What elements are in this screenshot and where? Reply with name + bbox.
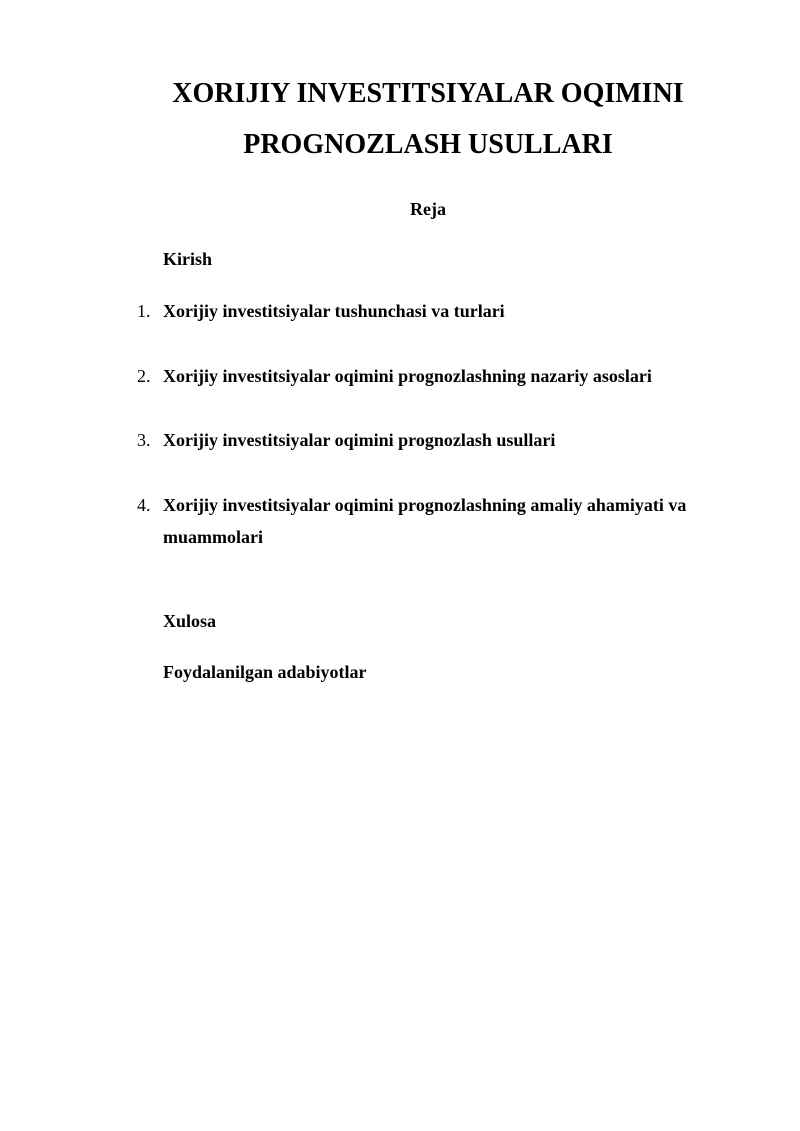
list-item-number: 1. [137,301,151,321]
list-item-number: 4. [137,495,151,515]
document-title-line-1: XORIJIY INVESTITSIYALAR OQIMINI [172,78,684,109]
list-item-number: 3. [137,430,151,450]
list-item-text: Xorijiy investitsiyalar oqimini prognozlashning nazariy asoslari [163,366,652,386]
plan-heading: Reja [410,199,446,219]
list-item-number: 2. [137,366,151,386]
list-item-text: Xorijiy investitsiyalar tushunchasi va turlari [163,301,505,321]
conclusion-entry: Xulosa [163,611,217,631]
document-title-line-2: PROGNOZLASH USULLARI [243,129,613,160]
list-item-text-line-1: Xorijiy investitsiyalar oqimini prognozlashning amaliy ahamiyati va [163,495,687,515]
references-entry: Foydalanilgan adabiyotlar [163,662,367,682]
list-item-text-line-2: muammolari [163,527,263,547]
intro-entry: Kirish [163,249,213,269]
list-item-text: Xorijiy investitsiyalar oqimini prognozlash usullari [163,430,556,450]
